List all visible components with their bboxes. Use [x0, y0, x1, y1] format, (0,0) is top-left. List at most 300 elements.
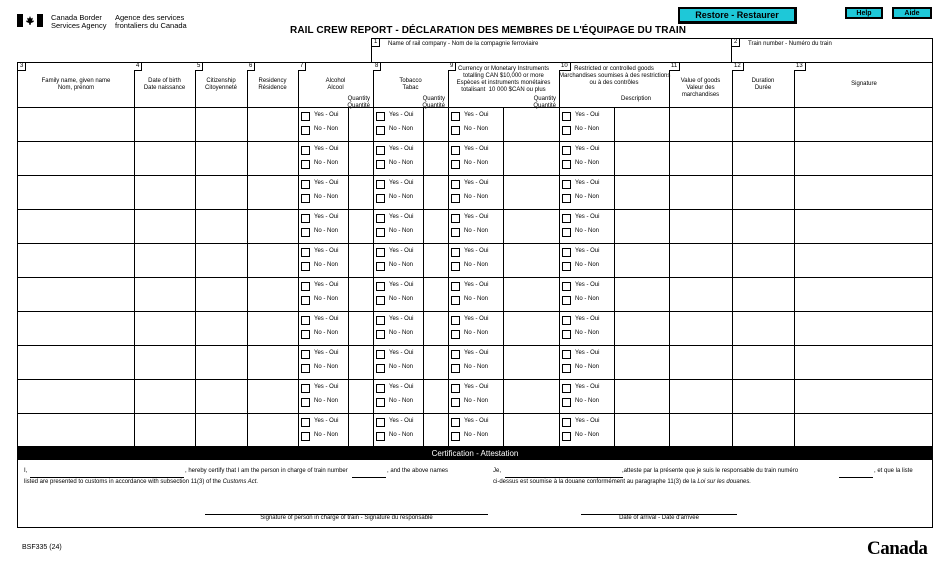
table-cell-input[interactable] [733, 176, 793, 208]
rail-company-label: Name of rail company - Nom de la compagnie ferroviaire [388, 41, 539, 47]
table-cell-input[interactable] [248, 278, 297, 310]
canada-wordmark: Canada [867, 538, 928, 559]
table-cell-input[interactable] [795, 210, 933, 242]
quantity-input[interactable] [349, 244, 372, 276]
column-subheader: Quantity Quantité [533, 96, 556, 109]
table-cell-input[interactable] [248, 176, 297, 208]
table-cell-input[interactable] [19, 142, 133, 174]
yes-label: Yes - Oui [389, 418, 414, 424]
yes-checkbox[interactable] [376, 418, 385, 427]
yes-label: Yes - Oui [464, 350, 489, 356]
cert-en-text-4: listed are presented to customs in accordance with subsection 11(3) of the Customs Act. [24, 479, 259, 485]
yes-label: Yes - Oui [464, 146, 489, 152]
no-label: No - Non [464, 330, 489, 336]
table-cell-input[interactable] [670, 142, 731, 174]
yes-checkbox[interactable] [562, 112, 571, 121]
column-header-label: Signature [851, 81, 877, 87]
table-cell-input[interactable] [733, 210, 793, 242]
no-checkbox[interactable] [376, 126, 385, 135]
table-cell-input[interactable] [733, 380, 793, 412]
table-cell-input[interactable] [795, 244, 933, 276]
no-label: No - Non [389, 262, 414, 268]
table-cell-input[interactable] [248, 414, 297, 446]
quantity-input[interactable] [349, 142, 372, 174]
no-checkbox[interactable] [301, 262, 310, 271]
quantity-input[interactable] [424, 278, 447, 310]
column-header-label: Family name, given name Nom, prénom [41, 78, 111, 91]
column-number: 12 [732, 63, 744, 71]
quantity-input[interactable] [504, 312, 558, 344]
aide-button[interactable]: Aide [892, 7, 932, 19]
no-label: No - Non [314, 262, 339, 268]
table-cell-input[interactable] [196, 244, 246, 276]
column-number: 4 [134, 63, 142, 71]
column-number: 9 [448, 63, 456, 71]
table-cell-input[interactable] [135, 380, 194, 412]
column-header-label: Duration Durée [751, 78, 775, 91]
yes-checkbox[interactable] [301, 384, 310, 393]
quantity-input[interactable] [504, 108, 558, 140]
yes-checkbox[interactable] [451, 350, 460, 359]
no-checkbox[interactable] [451, 126, 460, 135]
no-checkbox[interactable] [451, 296, 460, 305]
yes-checkbox[interactable] [301, 180, 310, 189]
no-checkbox[interactable] [562, 330, 571, 339]
no-checkbox[interactable] [301, 228, 310, 237]
cert-fr-name-input[interactable] [505, 477, 623, 478]
yes-checkbox[interactable] [301, 214, 310, 223]
yes-label: Yes - Oui [389, 112, 414, 118]
yes-checkbox[interactable] [301, 418, 310, 427]
no-label: No - Non [314, 126, 339, 132]
table-cell-input[interactable] [19, 414, 133, 446]
yes-checkbox[interactable] [562, 214, 571, 223]
table-cell-input[interactable] [795, 414, 933, 446]
arrival-date-label: Date of arrival - Date d'arrivée [619, 515, 699, 521]
yes-checkbox[interactable] [301, 350, 310, 359]
no-label: No - Non [389, 194, 414, 200]
column-number: 10 [559, 63, 571, 71]
table-cell-input[interactable] [196, 108, 246, 140]
yes-label: Yes - Oui [389, 282, 414, 288]
cert-en-name-input[interactable] [30, 477, 184, 478]
no-label: No - Non [464, 160, 489, 166]
table-cell-input[interactable] [19, 244, 133, 276]
certification-section [17, 460, 933, 528]
table-cell-input[interactable] [248, 312, 297, 344]
quantity-input[interactable] [349, 108, 372, 140]
table-cell-input[interactable] [19, 210, 133, 242]
quantity-input[interactable] [424, 380, 447, 412]
cert-en-train-input[interactable] [352, 477, 386, 478]
quantity-input[interactable] [349, 380, 372, 412]
quantity-input[interactable] [504, 278, 558, 310]
cert-fr-text-1: Je, [493, 468, 502, 474]
yes-label: Yes - Oui [575, 112, 600, 118]
quantity-input[interactable] [504, 380, 558, 412]
quantity-input[interactable] [504, 414, 558, 446]
no-label: No - Non [389, 160, 414, 166]
table-cell-input[interactable] [670, 176, 731, 208]
table-cell-input[interactable] [19, 380, 133, 412]
form-code: BSF335 (24) [22, 544, 62, 551]
yes-checkbox[interactable] [451, 418, 460, 427]
column-number: 13 [794, 63, 806, 71]
no-checkbox[interactable] [451, 160, 460, 169]
yes-checkbox[interactable] [451, 180, 460, 189]
table-cell-input[interactable] [733, 142, 793, 174]
yes-label: Yes - Oui [464, 418, 489, 424]
column-subheader: Description [620, 96, 651, 102]
no-label: No - Non [314, 364, 339, 370]
yes-label: Yes - Oui [389, 146, 414, 152]
yes-label: Yes - Oui [464, 180, 489, 186]
table-cell-input[interactable] [733, 244, 793, 276]
no-checkbox[interactable] [451, 194, 460, 203]
column-subheader: Quantity Quantité [422, 96, 445, 109]
no-checkbox[interactable] [376, 262, 385, 271]
no-label: No - Non [314, 228, 339, 234]
crew-table [17, 62, 933, 447]
no-checkbox[interactable] [301, 126, 310, 135]
yes-label: Yes - Oui [314, 146, 339, 152]
table-cell-input[interactable] [670, 312, 731, 344]
no-label: No - Non [314, 160, 339, 166]
quantity-input[interactable] [349, 414, 372, 446]
no-checkbox[interactable] [451, 364, 460, 373]
cert-fr-train-input[interactable] [839, 477, 873, 478]
cert-en-text-1: I, [24, 468, 28, 474]
yes-label: Yes - Oui [464, 112, 489, 118]
quantity-input[interactable] [504, 244, 558, 276]
no-label: No - Non [464, 126, 489, 132]
no-checkbox[interactable] [562, 228, 571, 237]
table-cell-input[interactable] [670, 210, 731, 242]
no-checkbox[interactable] [562, 262, 571, 271]
quantity-input[interactable] [504, 176, 558, 208]
yes-checkbox[interactable] [301, 112, 310, 121]
yes-checkbox[interactable] [376, 316, 385, 325]
quantity-input[interactable] [349, 278, 372, 310]
rail-company-field[interactable] [371, 38, 732, 62]
agency-name-fr: Agence des services frontaliers du Canada [115, 13, 187, 30]
table-cell-input[interactable] [135, 346, 194, 378]
no-label: No - Non [389, 364, 414, 370]
yes-checkbox[interactable] [451, 316, 460, 325]
no-checkbox[interactable] [562, 160, 571, 169]
yes-checkbox[interactable] [562, 180, 571, 189]
no-checkbox[interactable] [301, 364, 310, 373]
no-checkbox[interactable] [301, 398, 310, 407]
no-label: No - Non [464, 296, 489, 302]
cert-en-text-3: , and the above names [387, 468, 449, 474]
no-label: No - Non [575, 194, 600, 200]
description-input[interactable] [615, 346, 668, 378]
table-cell-input[interactable] [19, 108, 133, 140]
table-cell-input[interactable] [135, 278, 194, 310]
cert-fr-text-4: ci-dessus est soumise à la douane conformément au paragraphe 11(3) de la Loi sur les douanes. [493, 479, 752, 485]
yes-checkbox[interactable] [376, 282, 385, 291]
table-cell-input[interactable] [135, 244, 194, 276]
agency-name-en: Canada Border Services Agency [51, 13, 107, 30]
no-label: No - Non [314, 296, 339, 302]
no-label: No - Non [389, 126, 414, 132]
table-cell-input[interactable] [248, 210, 297, 242]
table-cell-input[interactable] [670, 108, 731, 140]
no-label: No - Non [575, 330, 600, 336]
yes-checkbox[interactable] [301, 282, 310, 291]
table-cell-input[interactable] [135, 108, 194, 140]
yes-checkbox[interactable] [376, 112, 385, 121]
no-checkbox[interactable] [562, 194, 571, 203]
yes-checkbox[interactable] [562, 282, 571, 291]
cert-fr-text-2: ,atteste par la présente que je suis le responsable du train numéro [622, 468, 799, 474]
table-cell-input[interactable] [733, 312, 793, 344]
yes-label: Yes - Oui [389, 214, 414, 220]
table-cell-input[interactable] [795, 312, 933, 344]
yes-checkbox[interactable] [562, 248, 571, 257]
yes-label: Yes - Oui [575, 248, 600, 254]
yes-label: Yes - Oui [464, 316, 489, 322]
no-checkbox[interactable] [376, 364, 385, 373]
certification-heading: Certification - Attestation [17, 447, 933, 460]
yes-label: Yes - Oui [314, 316, 339, 322]
table-cell-input[interactable] [248, 346, 297, 378]
column-number: 11 [669, 63, 680, 71]
no-label: No - Non [575, 296, 600, 302]
column-header-label: Citizenship Citoyenneté [204, 78, 238, 91]
quantity-input[interactable] [349, 176, 372, 208]
column-number: 5 [195, 63, 203, 71]
yes-checkbox[interactable] [376, 248, 385, 257]
table-cell-input[interactable] [135, 176, 194, 208]
table-cell-input[interactable] [248, 244, 297, 276]
table-cell-input[interactable] [196, 312, 246, 344]
train-number-field[interactable] [731, 38, 933, 62]
no-checkbox[interactable] [376, 160, 385, 169]
quantity-input[interactable] [424, 210, 447, 242]
column-divider [448, 63, 449, 446]
field-number: 1 [372, 39, 380, 47]
table-cell-input[interactable] [196, 380, 246, 412]
column-divider [559, 63, 560, 446]
yes-label: Yes - Oui [575, 214, 600, 220]
yes-checkbox[interactable] [562, 146, 571, 155]
quantity-input[interactable] [424, 142, 447, 174]
yes-checkbox[interactable] [451, 112, 460, 121]
signature-label: Signature of person in charge of train - Signature du responsable [260, 515, 433, 521]
yes-checkbox[interactable] [376, 214, 385, 223]
yes-label: Yes - Oui [575, 146, 600, 152]
yes-label: Yes - Oui [464, 282, 489, 288]
table-cell-input[interactable] [795, 278, 933, 310]
no-checkbox[interactable] [562, 432, 571, 441]
yes-checkbox[interactable] [376, 180, 385, 189]
yes-checkbox[interactable] [562, 350, 571, 359]
quantity-input[interactable] [424, 244, 447, 276]
column-number: 6 [247, 63, 255, 71]
quantity-input[interactable] [504, 346, 558, 378]
yes-checkbox[interactable] [376, 350, 385, 359]
table-cell-input[interactable] [733, 346, 793, 378]
quantity-input[interactable] [424, 346, 447, 378]
no-checkbox[interactable] [376, 194, 385, 203]
yes-checkbox[interactable] [301, 316, 310, 325]
description-input[interactable] [615, 108, 668, 140]
yes-label: Yes - Oui [314, 248, 339, 254]
yes-checkbox[interactable] [562, 316, 571, 325]
table-cell-input[interactable] [135, 142, 194, 174]
yes-label: Yes - Oui [314, 350, 339, 356]
table-cell-input[interactable] [19, 312, 133, 344]
quantity-input[interactable] [424, 414, 447, 446]
table-cell-input[interactable] [670, 278, 731, 310]
table-cell-input[interactable] [795, 108, 933, 140]
table-cell-input[interactable] [733, 278, 793, 310]
column-divider [298, 63, 299, 446]
no-checkbox[interactable] [451, 262, 460, 271]
table-cell-input[interactable] [196, 176, 246, 208]
yes-label: Yes - Oui [464, 384, 489, 390]
no-label: No - Non [314, 432, 339, 438]
description-input[interactable] [615, 244, 668, 276]
yes-label: Yes - Oui [575, 350, 600, 356]
yes-checkbox[interactable] [301, 248, 310, 257]
no-checkbox[interactable] [562, 364, 571, 373]
no-label: No - Non [575, 398, 600, 404]
description-input[interactable] [615, 312, 668, 344]
column-header-label: Tobacco Tabac [399, 78, 422, 91]
table-cell-input[interactable] [135, 414, 194, 446]
yes-checkbox[interactable] [301, 146, 310, 155]
help-button[interactable]: Help [845, 7, 883, 19]
yes-label: Yes - Oui [464, 248, 489, 254]
description-input[interactable] [615, 278, 668, 310]
description-input[interactable] [615, 176, 668, 208]
yes-checkbox[interactable] [376, 384, 385, 393]
quantity-input[interactable] [424, 176, 447, 208]
yes-checkbox[interactable] [376, 146, 385, 155]
no-checkbox[interactable] [376, 398, 385, 407]
table-cell-input[interactable] [670, 414, 731, 446]
table-cell-input[interactable] [19, 278, 133, 310]
quantity-input[interactable] [349, 312, 372, 344]
no-label: No - Non [464, 364, 489, 370]
column-subheader: Quantity Quantité [347, 96, 370, 109]
table-cell-input[interactable] [196, 346, 246, 378]
table-cell-input[interactable] [248, 380, 297, 412]
table-cell-input[interactable] [795, 346, 933, 378]
table-cell-input[interactable] [248, 142, 297, 174]
yes-label: Yes - Oui [314, 418, 339, 424]
cert-fr-text-3: , et que la liste [874, 468, 913, 474]
no-checkbox[interactable] [451, 330, 460, 339]
no-label: No - Non [389, 228, 414, 234]
table-cell-input[interactable] [196, 278, 246, 310]
table-cell-input[interactable] [670, 380, 731, 412]
no-checkbox[interactable] [301, 432, 310, 441]
no-label: No - Non [575, 262, 600, 268]
yes-checkbox[interactable] [451, 146, 460, 155]
yes-label: Yes - Oui [575, 384, 600, 390]
yes-checkbox[interactable] [562, 418, 571, 427]
yes-checkbox[interactable] [562, 384, 571, 393]
yes-label: Yes - Oui [314, 384, 339, 390]
no-label: No - Non [575, 228, 600, 234]
table-cell-input[interactable] [19, 176, 133, 208]
yes-checkbox[interactable] [451, 282, 460, 291]
no-label: No - Non [389, 296, 414, 302]
column-divider [373, 63, 374, 446]
no-checkbox[interactable] [301, 160, 310, 169]
description-input[interactable] [615, 380, 668, 412]
no-checkbox[interactable] [451, 398, 460, 407]
no-checkbox[interactable] [301, 296, 310, 305]
no-checkbox[interactable] [376, 228, 385, 237]
no-label: No - Non [464, 398, 489, 404]
table-cell-input[interactable] [196, 414, 246, 446]
quantity-input[interactable] [504, 142, 558, 174]
table-cell-input[interactable] [795, 176, 933, 208]
yes-checkbox[interactable] [451, 248, 460, 257]
table-cell-input[interactable] [135, 312, 194, 344]
quantity-input[interactable] [349, 346, 372, 378]
table-cell-input[interactable] [196, 142, 246, 174]
quantity-input[interactable] [504, 210, 558, 242]
table-cell-input[interactable] [248, 108, 297, 140]
yes-label: Yes - Oui [575, 180, 600, 186]
yes-label: Yes - Oui [389, 384, 414, 390]
table-cell-input[interactable] [196, 210, 246, 242]
description-input[interactable] [615, 414, 668, 446]
description-input[interactable] [615, 210, 668, 242]
no-checkbox[interactable] [301, 330, 310, 339]
description-input[interactable] [615, 142, 668, 174]
canada-flag-icon [17, 14, 43, 27]
table-cell-input[interactable] [795, 380, 933, 412]
quantity-input[interactable] [424, 108, 447, 140]
table-cell-input[interactable] [135, 210, 194, 242]
no-label: No - Non [464, 228, 489, 234]
table-cell-input[interactable] [733, 108, 793, 140]
table-cell-input[interactable] [19, 346, 133, 378]
table-cell-input[interactable] [795, 142, 933, 174]
table-cell-input[interactable] [733, 414, 793, 446]
table-cell-input[interactable] [670, 346, 731, 378]
no-checkbox[interactable] [451, 432, 460, 441]
no-checkbox[interactable] [376, 432, 385, 441]
no-checkbox[interactable] [376, 330, 385, 339]
table-cell-input[interactable] [670, 244, 731, 276]
no-checkbox[interactable] [562, 296, 571, 305]
no-checkbox[interactable] [301, 194, 310, 203]
no-checkbox[interactable] [562, 398, 571, 407]
yes-label: Yes - Oui [314, 214, 339, 220]
no-label: No - Non [314, 398, 339, 404]
yes-checkbox[interactable] [451, 214, 460, 223]
column-header-label: Restricted or controlled goods Marchandises soumises à des restrictions ou à des contrôles [559, 66, 671, 86]
quantity-input[interactable] [349, 210, 372, 242]
column-number: 3 [18, 63, 26, 71]
restore-button[interactable]: Restore - Restaurer [678, 7, 797, 24]
yes-label: Yes - Oui [314, 180, 339, 186]
yes-checkbox[interactable] [451, 384, 460, 393]
no-label: No - Non [314, 330, 339, 336]
quantity-input[interactable] [424, 312, 447, 344]
no-checkbox[interactable] [562, 126, 571, 135]
no-checkbox[interactable] [376, 296, 385, 305]
no-checkbox[interactable] [451, 228, 460, 237]
